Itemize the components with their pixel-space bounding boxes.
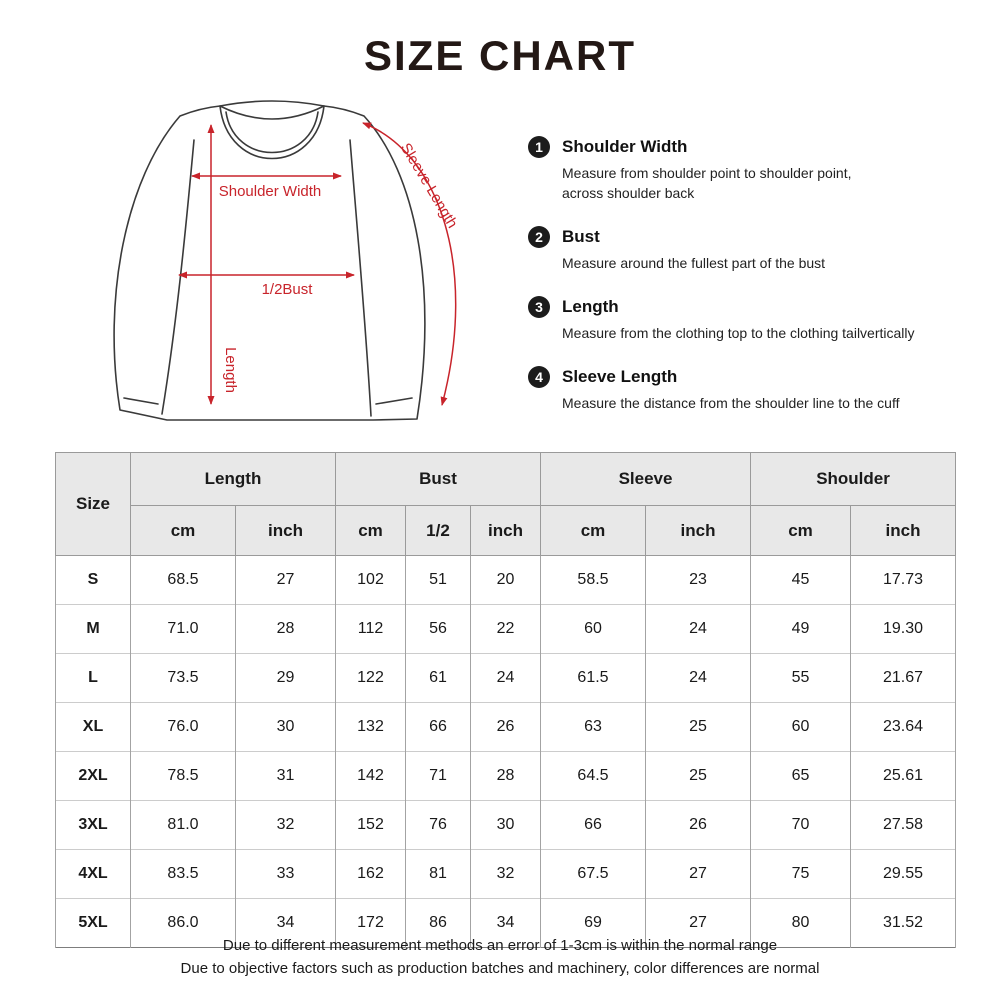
value-cell: 67.5 <box>541 850 646 899</box>
value-cell: 81 <box>406 850 471 899</box>
value-cell: 27 <box>646 850 751 899</box>
value-cell: 26 <box>471 703 541 752</box>
instruction-sleeve-length <box>528 366 968 413</box>
value-cell: 25.61 <box>851 752 956 801</box>
size-cell: 4XL <box>56 850 131 899</box>
value-cell: 86 <box>406 899 471 948</box>
value-cell: 83.5 <box>131 850 236 899</box>
subheader-cm: cm <box>751 506 851 556</box>
value-cell: 24 <box>646 605 751 654</box>
size-table <box>55 452 956 948</box>
value-cell: 28 <box>236 605 336 654</box>
table-row <box>56 654 956 703</box>
value-cell: 34 <box>471 899 541 948</box>
instruction-text: Measure around the fullest part of the bust <box>562 255 826 271</box>
value-cell: 17.73 <box>851 556 956 605</box>
value-cell: 20 <box>471 556 541 605</box>
value-cell: 27.58 <box>851 801 956 850</box>
value-cell: 70 <box>751 801 851 850</box>
size-cell: XL <box>56 703 131 752</box>
value-cell: 23 <box>646 556 751 605</box>
value-cell: 32 <box>236 801 336 850</box>
value-cell: 81.0 <box>131 801 236 850</box>
subheader-half: 1/2 <box>406 506 471 556</box>
value-cell: 132 <box>336 703 406 752</box>
subheader-inch: inch <box>236 506 336 556</box>
instruction-text: Measure from shoulder point to shoulder point, <box>562 165 852 181</box>
garment-diagram <box>100 88 500 440</box>
number-2-badge: 2 <box>528 226 550 248</box>
subheader-cm: cm <box>131 506 236 556</box>
col-group-length: Length <box>131 453 336 506</box>
table-row <box>56 752 956 801</box>
value-cell: 32 <box>471 850 541 899</box>
value-cell: 45 <box>751 556 851 605</box>
table-row <box>56 850 956 899</box>
value-cell: 69 <box>541 899 646 948</box>
instruction-title: Shoulder Width <box>562 137 688 156</box>
value-cell: 27 <box>236 556 336 605</box>
table-row <box>56 703 956 752</box>
value-cell: 31 <box>236 752 336 801</box>
size-cell: M <box>56 605 131 654</box>
value-cell: 29.55 <box>851 850 956 899</box>
instruction-title: Bust <box>562 227 600 246</box>
note-color-difference: Due to objective factors such as production batches and machinery, color differences are normal <box>180 960 820 977</box>
size-cell: 5XL <box>56 899 131 948</box>
value-cell: 71 <box>406 752 471 801</box>
value-cell: 30 <box>236 703 336 752</box>
subheader-cm: cm <box>336 506 406 556</box>
instruction-shoulder-width <box>528 136 968 203</box>
value-cell: 23.64 <box>851 703 956 752</box>
value-cell: 68.5 <box>131 556 236 605</box>
col-group-shoulder: Shoulder <box>751 453 956 506</box>
value-cell: 80 <box>751 899 851 948</box>
instruction-text: Measure from the clothing top to the clothing tailvertically <box>562 325 915 341</box>
value-cell: 28 <box>471 752 541 801</box>
value-cell: 29 <box>236 654 336 703</box>
value-cell: 30 <box>471 801 541 850</box>
value-cell: 60 <box>541 605 646 654</box>
value-cell: 142 <box>336 752 406 801</box>
value-cell: 25 <box>646 752 751 801</box>
note-measurement-error: Due to different measurement methods an error of 1-3cm is within the normal range <box>222 937 778 954</box>
value-cell: 71.0 <box>131 605 236 654</box>
measurement-instructions <box>528 136 968 436</box>
table-row <box>56 556 956 605</box>
instruction-text: across shoulder back <box>562 185 695 201</box>
value-cell: 78.5 <box>131 752 236 801</box>
value-cell: 63 <box>541 703 646 752</box>
instruction-title: Length <box>562 297 619 316</box>
value-cell: 61.5 <box>541 654 646 703</box>
number-3-badge: 3 <box>528 296 550 318</box>
value-cell: 19.30 <box>851 605 956 654</box>
value-cell: 24 <box>471 654 541 703</box>
value-cell: 152 <box>336 801 406 850</box>
number-4-badge: 4 <box>528 366 550 388</box>
value-cell: 64.5 <box>541 752 646 801</box>
value-cell: 25 <box>646 703 751 752</box>
table-row <box>56 801 956 850</box>
size-cell: 2XL <box>56 752 131 801</box>
value-cell: 22 <box>471 605 541 654</box>
subheader-inch: inch <box>471 506 541 556</box>
value-cell: 76 <box>406 801 471 850</box>
measurement-annotations <box>179 123 461 405</box>
shoulder-width-label: Shoulder Width <box>218 183 322 200</box>
value-cell: 61 <box>406 654 471 703</box>
value-cell: 21.67 <box>851 654 956 703</box>
value-cell: 73.5 <box>131 654 236 703</box>
value-cell: 122 <box>336 654 406 703</box>
value-cell: 162 <box>336 850 406 899</box>
value-cell: 34 <box>236 899 336 948</box>
value-cell: 86.0 <box>131 899 236 948</box>
value-cell: 55 <box>751 654 851 703</box>
value-cell: 49 <box>751 605 851 654</box>
value-cell: 66 <box>541 801 646 850</box>
table-row <box>56 605 956 654</box>
instruction-bust <box>528 226 968 273</box>
size-cell: L <box>56 654 131 703</box>
sweater-outline <box>114 101 425 420</box>
value-cell: 60 <box>751 703 851 752</box>
instruction-title: Sleeve Length <box>562 367 678 386</box>
footer-notes <box>0 934 1000 980</box>
sleeve-length-label: Sleeve Length <box>396 140 461 232</box>
half-bust-label: 1/2Bust <box>261 281 313 298</box>
number-1-badge: 1 <box>528 136 550 158</box>
value-cell: 75 <box>751 850 851 899</box>
length-label: Length <box>222 347 239 393</box>
col-group-sleeve: Sleeve <box>541 453 751 506</box>
value-cell: 66 <box>406 703 471 752</box>
instruction-text: Measure the distance from the shoulder line to the cuff <box>562 395 900 411</box>
value-cell: 31.52 <box>851 899 956 948</box>
subheader-inch: inch <box>851 506 956 556</box>
value-cell: 27 <box>646 899 751 948</box>
value-cell: 33 <box>236 850 336 899</box>
col-header-size: Size <box>56 453 131 556</box>
value-cell: 102 <box>336 556 406 605</box>
value-cell: 24 <box>646 654 751 703</box>
size-cell: S <box>56 556 131 605</box>
subheader-inch: inch <box>646 506 751 556</box>
value-cell: 58.5 <box>541 556 646 605</box>
value-cell: 65 <box>751 752 851 801</box>
value-cell: 51 <box>406 556 471 605</box>
value-cell: 172 <box>336 899 406 948</box>
size-cell: 3XL <box>56 801 131 850</box>
col-group-bust: Bust <box>336 453 541 506</box>
size-table-body <box>56 556 956 948</box>
subheader-cm: cm <box>541 506 646 556</box>
value-cell: 56 <box>406 605 471 654</box>
instruction-length <box>528 296 968 343</box>
page-title: SIZE CHART <box>364 32 636 79</box>
value-cell: 112 <box>336 605 406 654</box>
value-cell: 76.0 <box>131 703 236 752</box>
sweater-illustration <box>100 88 500 440</box>
value-cell: 26 <box>646 801 751 850</box>
